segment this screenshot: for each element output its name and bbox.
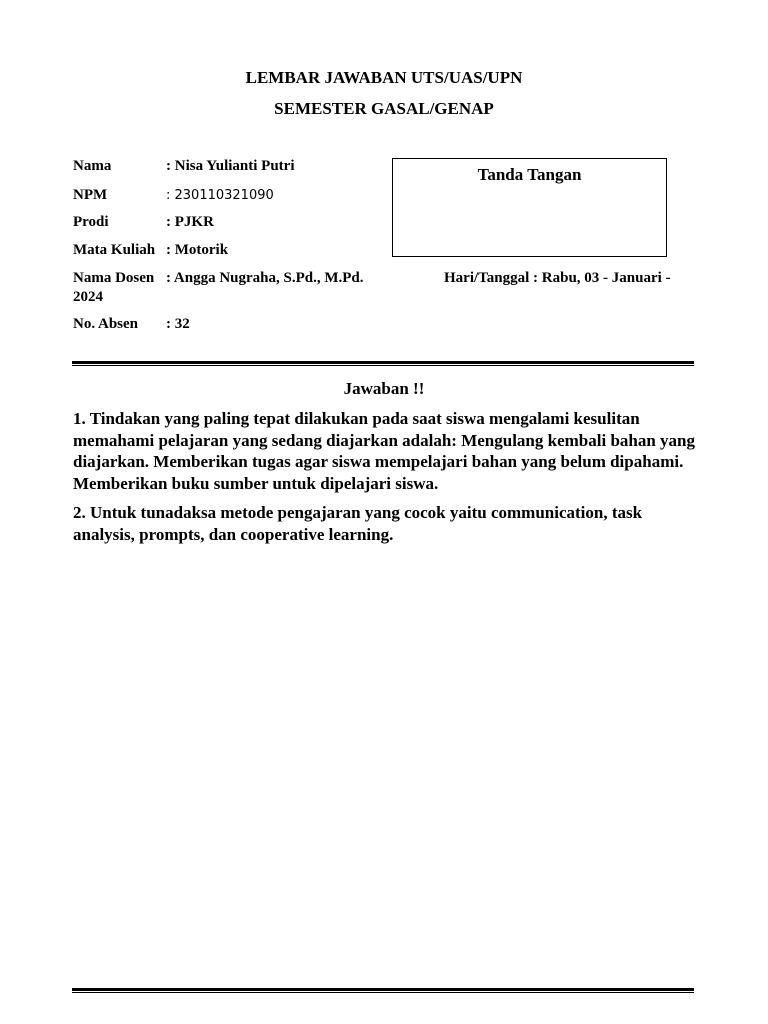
divider-bottom (72, 988, 694, 993)
divider-top (72, 361, 694, 366)
matakuliah-value: : Motorik (166, 242, 229, 258)
absen-label: No. Absen (73, 316, 139, 332)
dosen-continuation: 2024 (73, 289, 103, 305)
absen-value: : 32 (166, 316, 190, 332)
prodi-label: Prodi (73, 214, 109, 230)
dosen-value: : Angga Nugraha, S.Pd., M.Pd. (166, 270, 364, 286)
answer-item-2: 2. Untuk tunadaksa metode pengajaran yang cocok yaitu communication, task analysis, prompts, dan cooperative learning. (73, 503, 643, 544)
document-subtitle: SEMESTER GASAL/GENAP (274, 99, 494, 118)
nama-value: : Nisa Yulianti Putri (166, 158, 295, 174)
document-title: LEMBAR JAWABAN UTS/UAS/UPN (245, 68, 523, 87)
npm-label: NPM (73, 187, 108, 203)
npm-value: : 230110321090 (166, 188, 274, 203)
nama-label: Nama (73, 158, 112, 174)
matakuliah-label: Mata Kuliah (73, 242, 156, 258)
signature-label: Tanda Tangan (477, 165, 582, 184)
prodi-value: : PJKR (166, 214, 214, 230)
answer-item-1: 1. Tindakan yang paling tepat dilakukan pada saat siswa mengalami kesulitan memahami pelajaran yang sedang diajarkan adalah: Mengulang kembali bahan yang diajarkan. Memberikan tugas agar siswa mempelajari bahan yang belum dipahami. Memberikan buku sumber untuk dipelajari siswa. (73, 409, 696, 493)
answer-heading: Jawaban !! (343, 379, 425, 398)
date-field: Hari/Tanggal : Rabu, 03 - Januari - (444, 270, 671, 286)
signature-box (392, 158, 667, 257)
dosen-label: Nama Dosen (73, 270, 155, 286)
